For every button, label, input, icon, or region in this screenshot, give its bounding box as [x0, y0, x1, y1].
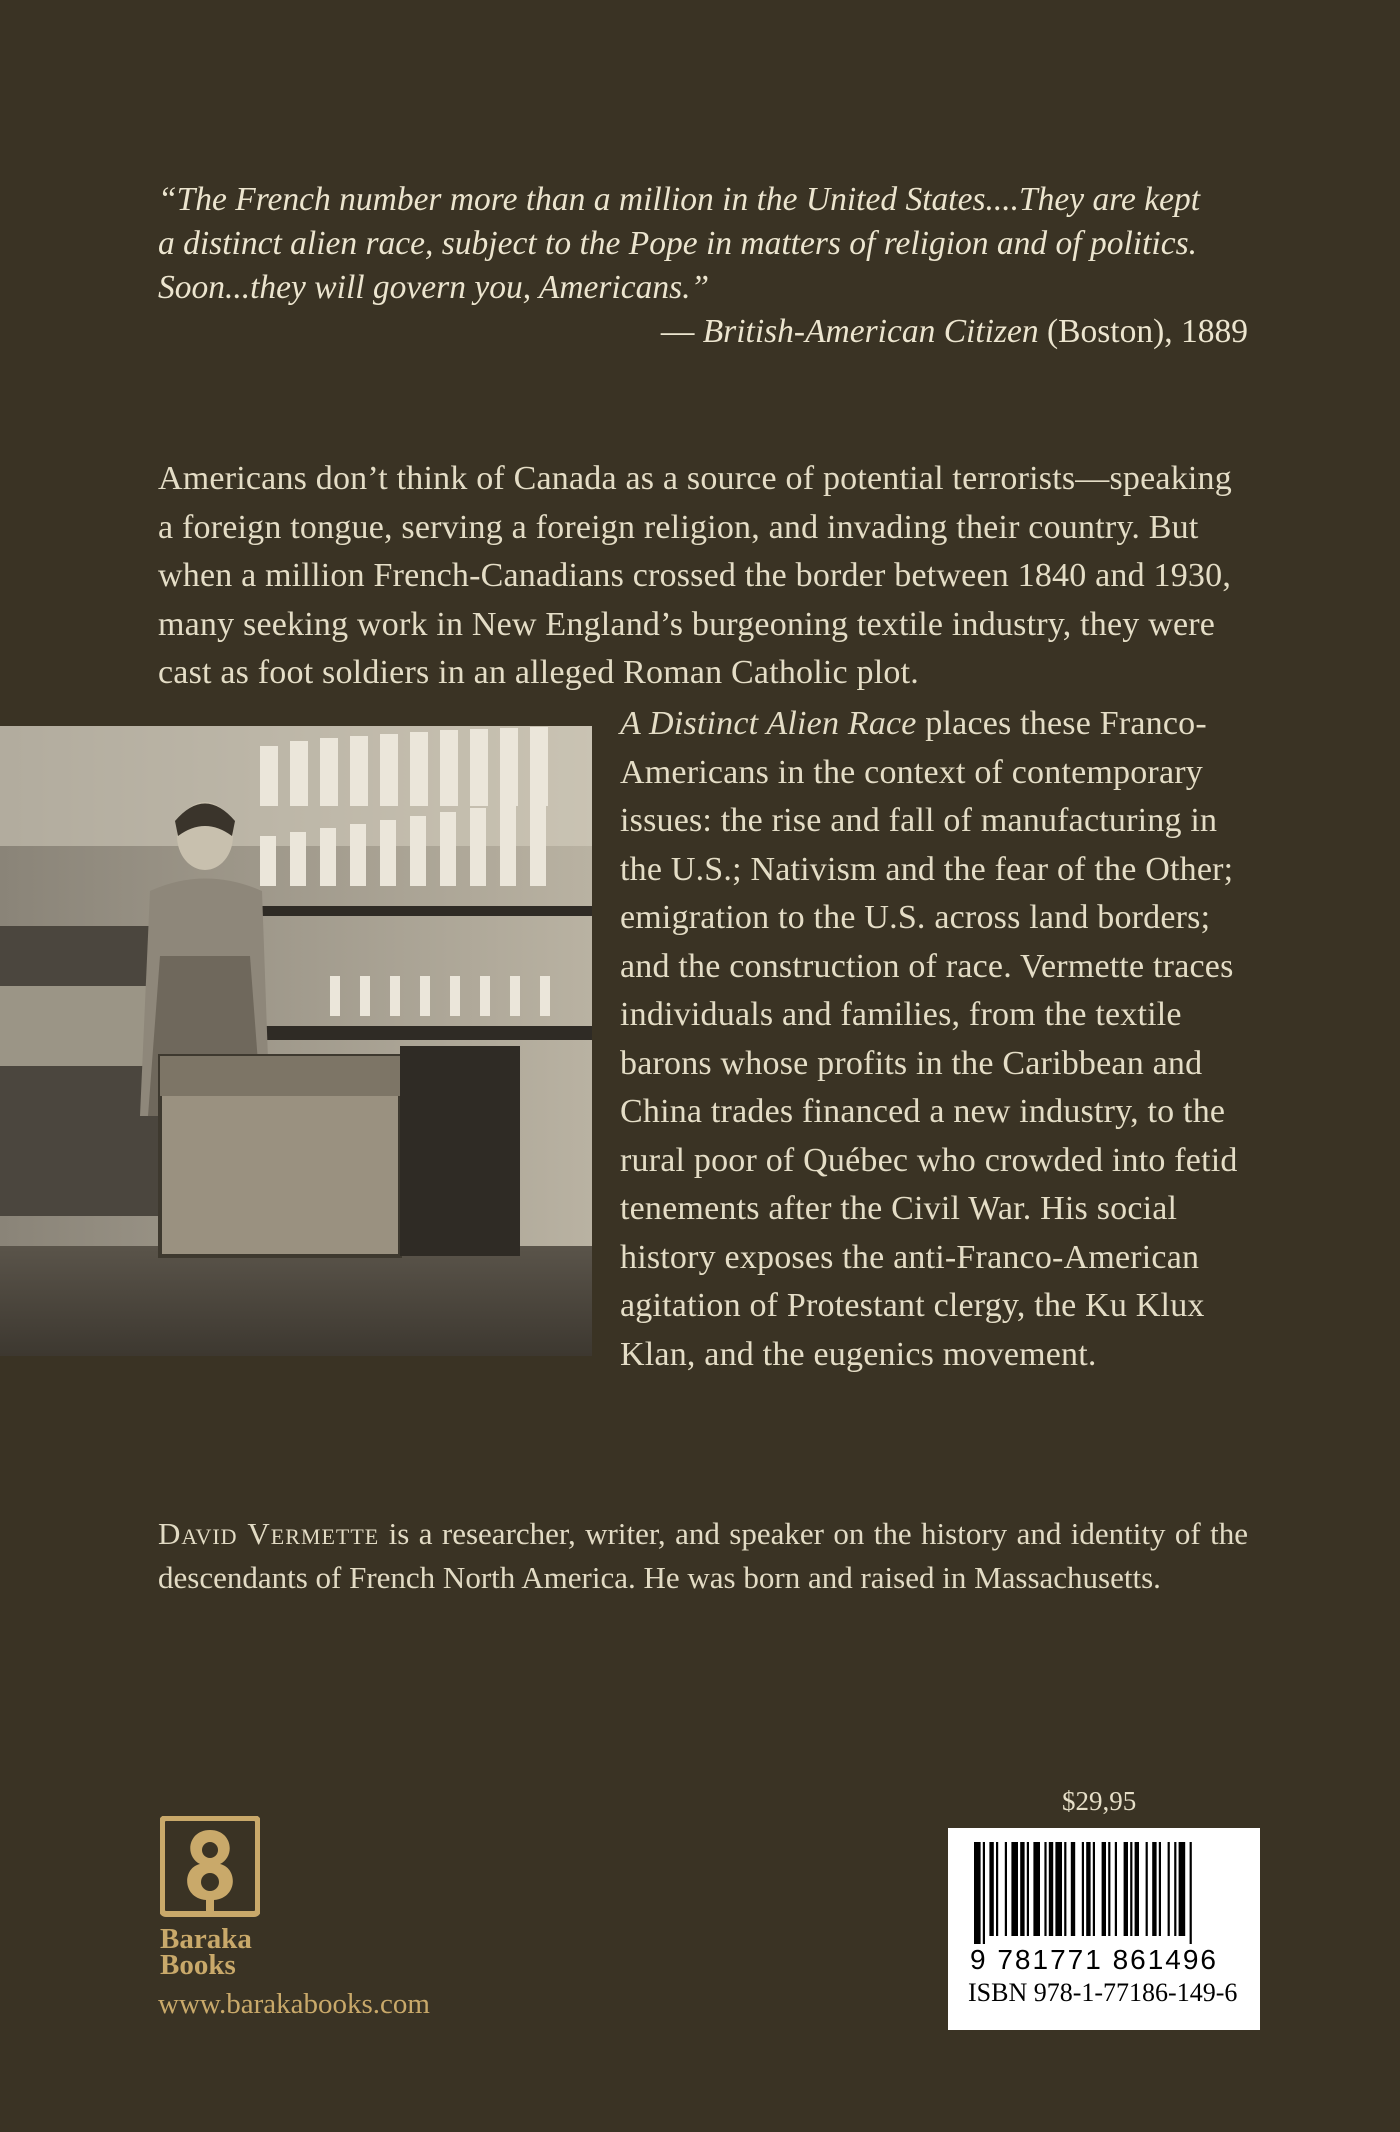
quote-line-1: “The French number more than a million in the United States....They are kept — [158, 181, 1201, 218]
barcode-bar — [1168, 1842, 1170, 1936]
barcode-bar — [1082, 1842, 1084, 1936]
barcode-bar — [989, 1842, 993, 1936]
barcode-bar — [1115, 1842, 1117, 1936]
barcode-number: 9 781771 861496 — [970, 1944, 1218, 1975]
barcode-bar — [1020, 1842, 1024, 1936]
author-bio-text: is a researcher, writer, and speaker on the history and identity of the descendants of French North America. He was born and raised in Massachusetts. — [158, 1516, 1248, 1595]
barcode-bar — [974, 1842, 981, 1944]
book-title: A Distinct Alien Race — [620, 705, 917, 742]
publisher-name-line-2: Books — [160, 1949, 236, 1981]
barcode-bar — [1005, 1842, 1007, 1936]
barcode-bar — [1152, 1842, 1156, 1936]
author-name: David Vermette — [158, 1516, 380, 1551]
quote-line-2: a distinct alien race, subject to the Pope in matters of religion and of politics. — [158, 225, 1197, 262]
barcode-bar — [996, 1842, 998, 1936]
author-bio — [158, 1512, 1248, 1600]
barcode-bar — [1086, 1842, 1090, 1936]
description-paragraph-2-text: places these Franco-Americans in the context of contemporary issues: the rise and fall of manufacturing in the U.S.; Nativism and the fear of the Other; emigration to the U.S. across land borders; and the construction of race. Vermette traces individuals and families, from the textile barons whose profits in the Caribbean and China trades financed a new industry, to the rural poor of Québec who crowded into fetid tenements after the Civil War. His social history exposes the anti-Franco-American agitation of Protestant clergy, the Ku Klux Klan, and the eugenics movement. — [620, 705, 1238, 1373]
publisher-logo-icon — [160, 1816, 260, 1924]
textile-mill-photo-illustration — [0, 726, 592, 1356]
mill-girl-photo — [0, 726, 592, 1356]
barcode-bar — [1146, 1842, 1148, 1936]
barcode-bar — [1174, 1842, 1176, 1936]
barcode-bar — [1130, 1842, 1132, 1936]
barcode-bar — [1159, 1842, 1161, 1936]
barcode-bar — [1102, 1842, 1106, 1936]
barcode-bar — [1124, 1842, 1128, 1936]
barcode-bar — [983, 1842, 985, 1944]
epigraph-quote — [158, 178, 1248, 354]
description-paragraph-2 — [158, 700, 1248, 1379]
publisher-url[interactable]: www.barakabooks.com — [158, 1988, 430, 2020]
attribution-dash: — — [660, 313, 703, 350]
isbn-label: ISBN 978-1-77186-149-6 — [968, 1978, 1238, 2007]
barcode-bar — [1071, 1842, 1075, 1936]
description-paragraph-1: Americans don’t think of Canada as a source of potential terrorists—speaking a foreign tongue, serving a foreign religion, and invading their country. But when a million French-Canadians crossed the border between 1840 and 1930, many seeking work in New England’s burgeoning textile industry, they were cast as foot soldiers in an alleged Roman Catholic plot. — [158, 460, 1232, 691]
barcode-bar — [1064, 1842, 1066, 1936]
price: $29,95 — [1062, 1786, 1137, 1816]
attribution-source: British-American Citizen — [702, 313, 1039, 350]
barcode-bar — [1190, 1842, 1192, 1944]
barcode-bar — [1108, 1842, 1110, 1936]
quote-line-3: Soon...they will govern you, Americans.” — [158, 269, 710, 306]
barcode-bar — [1027, 1842, 1029, 1936]
quote-attribution — [158, 310, 1248, 354]
barcode-bar — [1033, 1842, 1040, 1936]
barcode-bar — [1011, 1842, 1018, 1936]
barcode-bar — [1055, 1842, 1062, 1936]
barcode-bar — [1135, 1842, 1139, 1936]
attribution-place-year: (Boston), 1889 — [1038, 313, 1248, 350]
barcode-bar — [1049, 1842, 1053, 1936]
barcode-bar — [1044, 1842, 1046, 1936]
barcode-bar — [1093, 1842, 1095, 1936]
baraka-books-logo — [160, 1816, 260, 1924]
publisher-name-line-1: Baraka — [160, 1923, 252, 1955]
isbn-barcode — [948, 1828, 1260, 2030]
barcode-bar — [1179, 1842, 1186, 1936]
barcode-bars — [948, 1828, 1260, 1946]
publisher-name — [160, 1923, 252, 1981]
